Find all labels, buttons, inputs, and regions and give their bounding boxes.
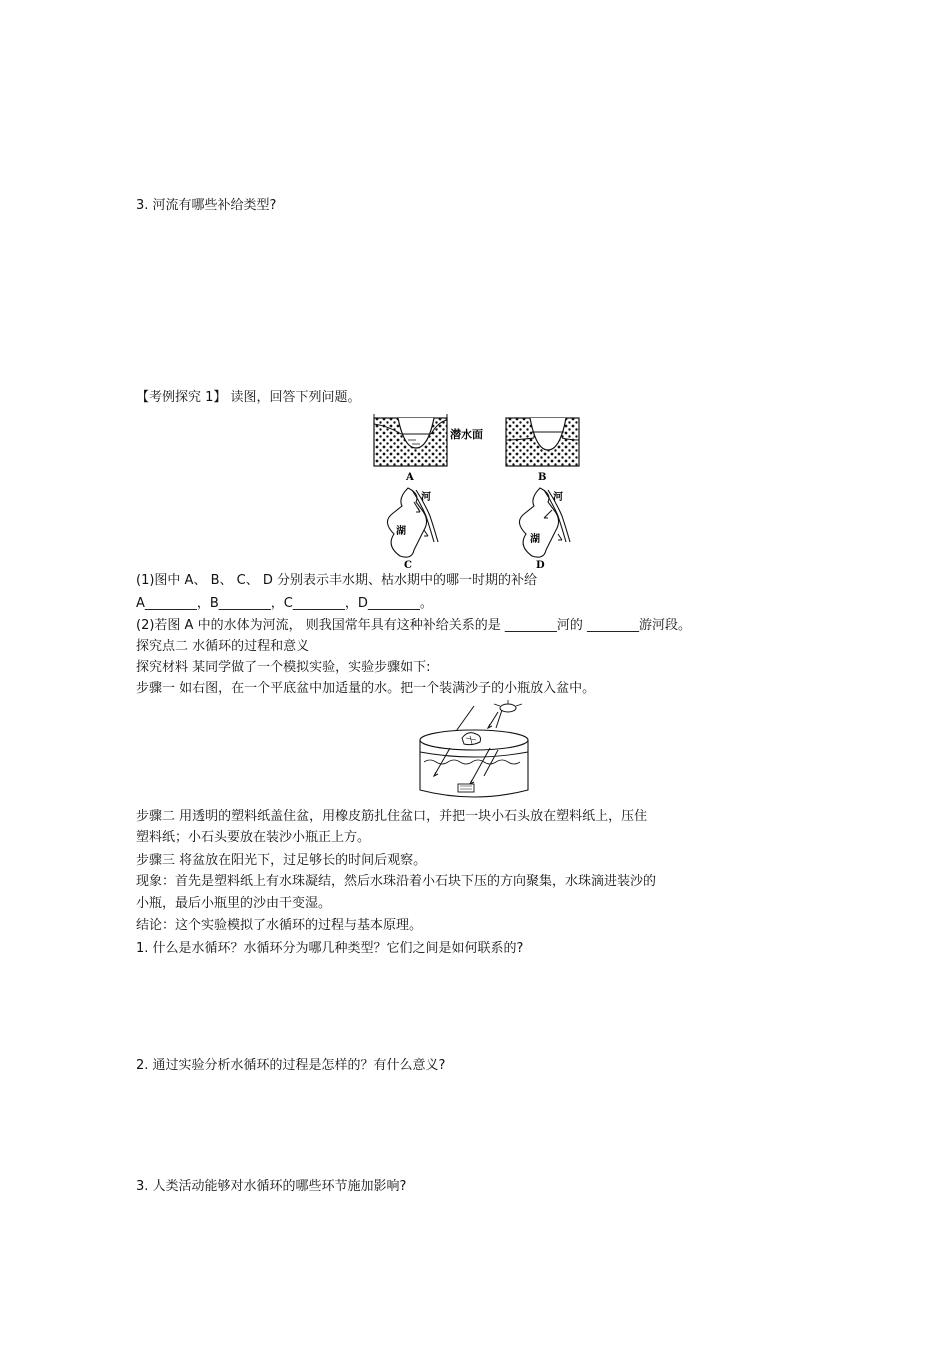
exploration-point-2-title: 探究点二 水循环的过程和意义 (136, 639, 310, 654)
exploration-materials: 探究材料 某同学做了一个模拟实验，实验步骤如下: (136, 660, 431, 675)
phenomenon-line2: 小瓶，最后小瓶里的沙由干变湿。 (136, 896, 332, 911)
basin-experiment-diagram (410, 700, 540, 802)
label-b: B (538, 472, 547, 483)
panel-a (374, 414, 447, 483)
case-study-header: 【考例探究 1】 读图，回答下列问题。 (136, 390, 361, 405)
step-three: 步骤三 将盆放在阳光下，过足够长的时间后观察。 (136, 853, 427, 868)
question-water-cycle-process: 2. 通过实验分析水循环的过程是怎样的？有什么意义? (136, 1058, 446, 1073)
sub-question-2: (2)若图 A 中的水体为河流， 则我国常年具有这种补给关系的是 ________河的 ________游河段。 (136, 618, 691, 633)
panel-b (506, 418, 579, 483)
sub-question-1-line2: A________，B________，C________，D________。 (136, 596, 433, 611)
label-river-c: 河 (421, 492, 431, 503)
label-a: A (406, 472, 414, 483)
recharge-diagram (368, 410, 584, 570)
label-lake-d: 湖 (530, 534, 540, 545)
panel-c (387, 488, 438, 570)
step-one: 步骤一 如右图，在一个平底盆中加适量的水。把一个装满沙子的小瓶放入盆中。 (136, 681, 596, 696)
question-human-impact: 3. 人类活动能够对水循环的哪些环节施加影响? (136, 1179, 407, 1194)
label-c: C (404, 560, 412, 570)
label-groundwater-table: 潜水面 (450, 428, 483, 441)
label-lake-c: 湖 (396, 526, 406, 537)
step-two-line2: 塑料纸；小石头要放在装沙小瓶正上方。 (136, 830, 371, 845)
step-two-line1: 步骤二 用透明的塑料纸盖住盆，用橡皮筋扎住盆口，并把一块小石头放在塑料纸上，压住 (136, 809, 648, 824)
question-river-supply: 3. 河流有哪些补给类型? (136, 198, 277, 213)
sub-question-1-line1: (1)图中 A、 B、 C、 D 分别表示丰水期、枯水期中的哪一时期的补给 (136, 573, 537, 588)
sun-icon (494, 700, 522, 712)
label-d: D (536, 560, 545, 570)
question-water-cycle-definition: 1. 什么是水循环？水循环分为哪几种类型？它们之间是如何联系的? (136, 941, 524, 956)
conclusion: 结论：这个实验模拟了水循环的过程与基本原理。 (136, 918, 423, 933)
panel-d (519, 488, 570, 570)
phenomenon-line1: 现象：首先是塑料纸上有水珠凝结，然后水珠沿着小石块下压的方向聚集，水珠滴进装沙的 (136, 874, 657, 889)
label-river-d: 河 (553, 492, 563, 503)
